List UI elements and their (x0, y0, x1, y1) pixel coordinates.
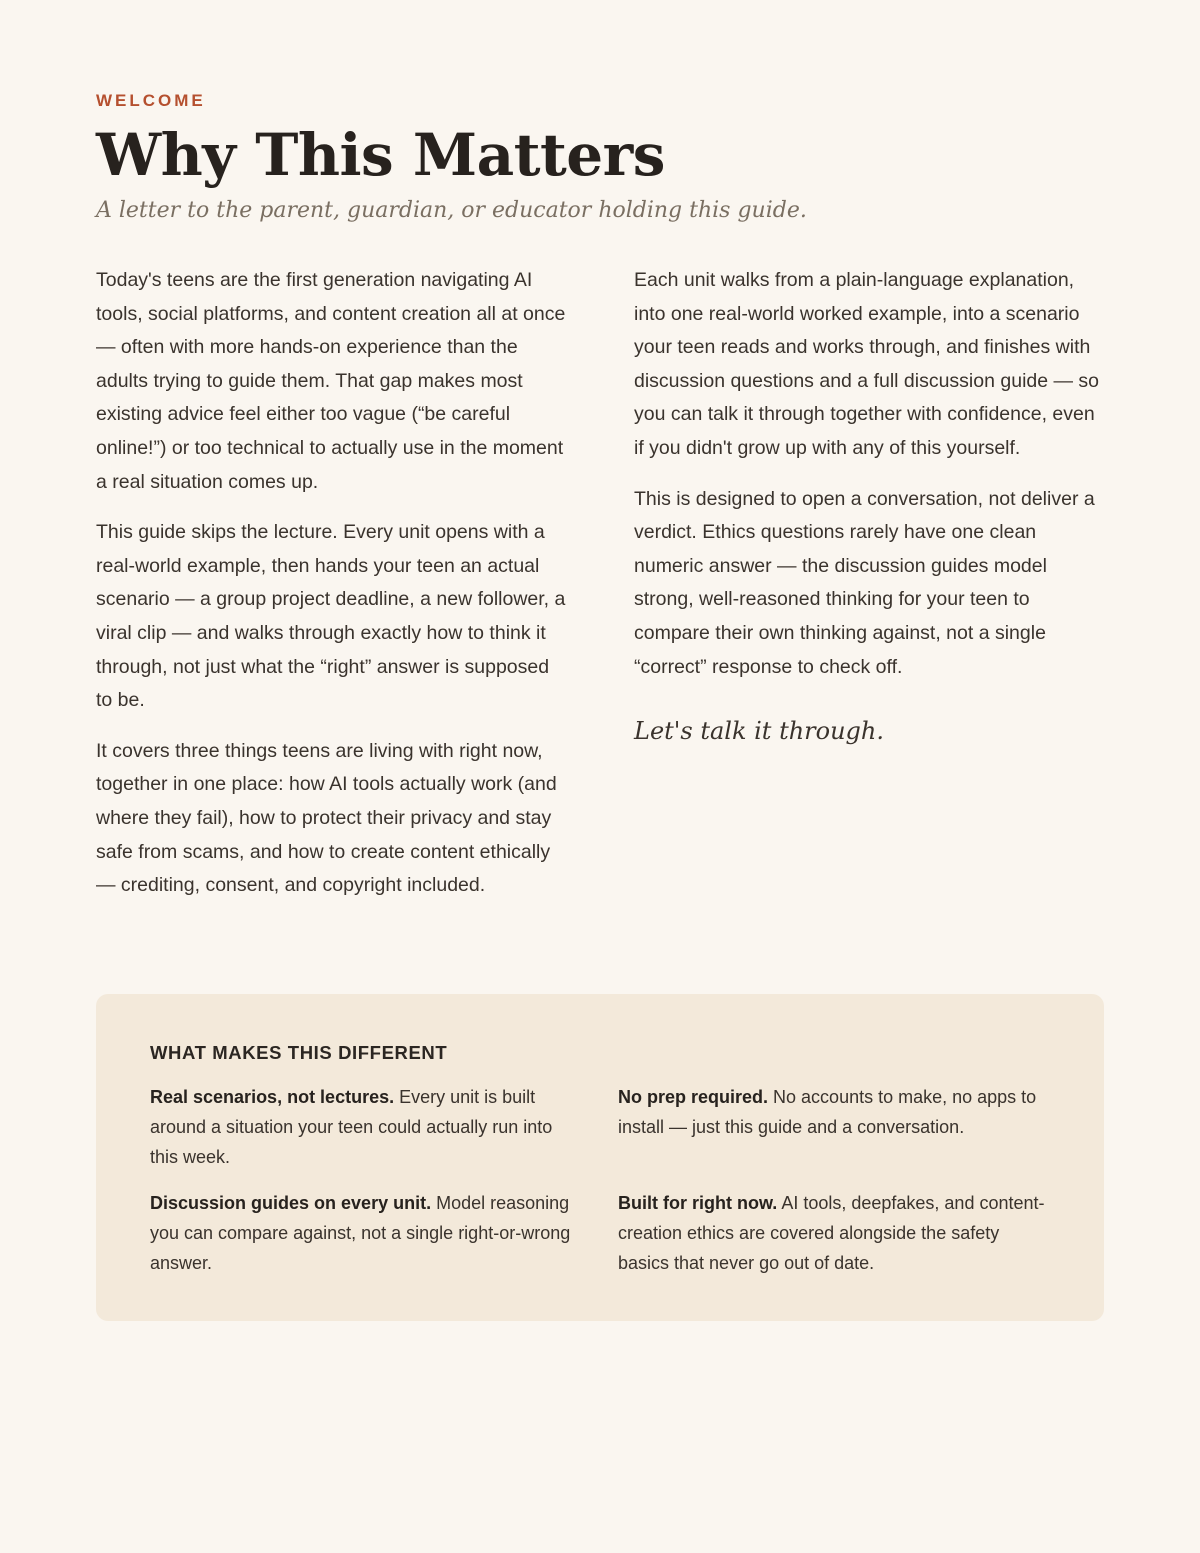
letter-paragraph: Today's teens are the first generation navigating AI tools, social platforms, and content creation all at once — often with more hands-on experience than the adults trying to guide them. That gap makes most existing advice feel either too vague (“be careful online!”) or too technical to actually use in the moment a real situation comes up. (96, 269, 566, 493)
feature-list (150, 1082, 1050, 1278)
differences-callout (96, 994, 1104, 1321)
feature-title: Built for right now. (618, 1193, 778, 1213)
feature-text: Every unit is built around a situation your teen could actually run into this week. (150, 1087, 553, 1167)
letter-column-left (96, 264, 566, 920)
page-subtitle: A letter to the parent, guardian, or educator holding this guide. (96, 198, 807, 223)
feature-item (618, 1082, 1052, 1172)
letter-signoff: Let's talk it through. (634, 717, 885, 746)
section-eyebrow: WELCOME (96, 91, 206, 110)
letter-paragraph: This is designed to open a conversation, not deliver a verdict. Ethics questions rarely have one clean numeric answer — the discussion guides model strong, well-reasoned thinking for your teen to compare their own thinking against, not a single “correct” response to check off. (634, 487, 1095, 678)
feature-title: No prep required. (618, 1087, 769, 1107)
feature-title: Discussion guides on every unit. (150, 1193, 432, 1213)
callout-heading: WHAT MAKES THIS DIFFERENT (150, 1042, 448, 1063)
page-title: Why This Matters (96, 121, 665, 189)
letter-body (96, 264, 1104, 920)
feature-text: No accounts to make, no apps to install — just this guide and a conversation. (618, 1087, 1037, 1137)
feature-item (150, 1188, 584, 1278)
feature-text: AI tools, deepfakes, and content-creation ethics are covered alongside the safety basics that never go out of date. (618, 1193, 1045, 1273)
letter-paragraph: Each unit walks from a plain-language explanation, into one real-world worked example, into a scenario your teen reads and works through, and finishes with discussion questions and a full discussion guide — so you can talk it through together with confidence, even if you didn't grow up with any of this yourself. (634, 269, 1100, 459)
feature-item (618, 1188, 1052, 1278)
letter-paragraph: This guide skips the lecture. Every unit opens with a real-world example, then hands your teen an actual scenario — a group project deadline, a new follower, a viral clip — and walks through exactly how to think it through, not just what the “right” answer is supposed to be. (96, 521, 566, 712)
feature-item (150, 1082, 584, 1172)
feature-title: Real scenarios, not lectures. (150, 1087, 395, 1107)
feature-text: Model reasoning you can compare against, not a single right-or-wrong answer. (150, 1193, 571, 1273)
letter-column-right (634, 264, 1104, 920)
letter-page (96, 90, 1104, 920)
letter-paragraph: It covers three things teens are living with right now, together in one place: how AI tools actually work (and where they fail), how to protect their privacy and stay safe from scams, and how to create content ethically — crediting, consent, and copyright included. (96, 739, 557, 897)
